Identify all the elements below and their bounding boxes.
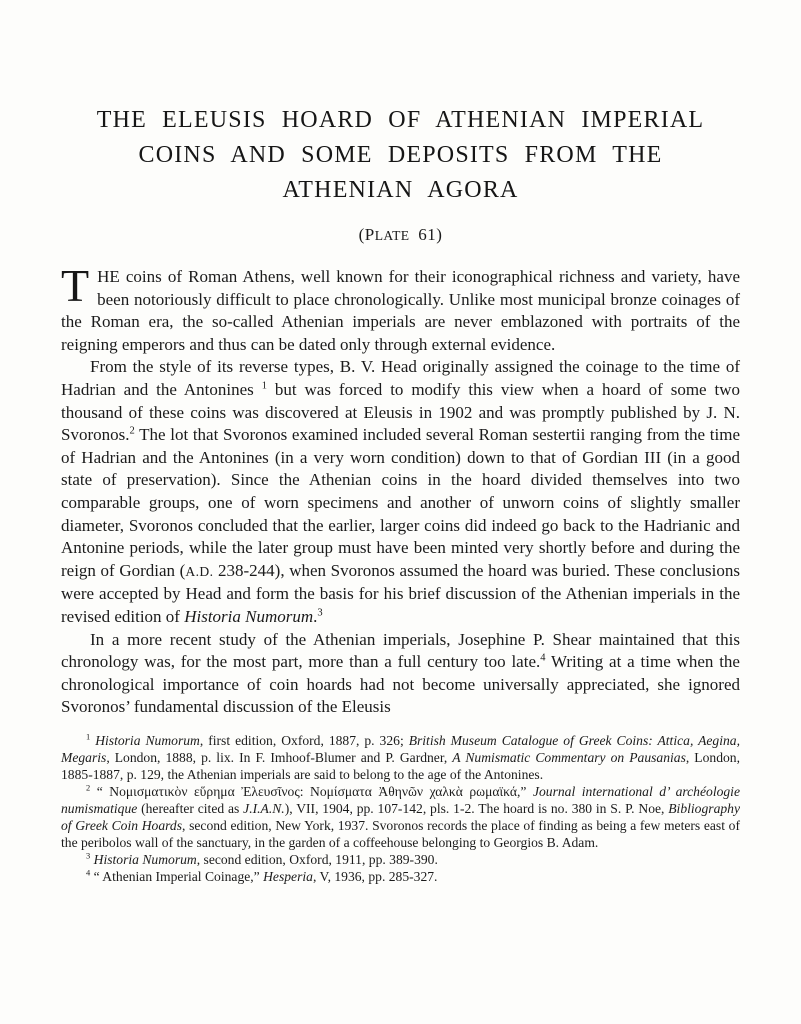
text-run: The lot that Svoronos examined included several Roman sestertii ranging from the time of Hadrian and the Antonines (in a very worn condition) down to that of Gordian III (in a good state of preservation). Since the Athenian coins in the hoard divided themselves into two comparable groups, one of worn specimens and another of unworn coins of slightly smaller diameter, Svoronos concluded that the earlier, larger coins did indeed go back to the Hadrianic and Antonine periods, while the later group must have been minted very shortly before and during the reign of Gordian ( [61,425,740,580]
text-run: Hesperia [263,868,313,884]
text-run: , London, 1888, p. lix. In F. Imhoof-Blumer and P. Gardner, [106,749,453,765]
plate-reference [61,225,740,245]
article-title-line: COINS AND SOME DEPOSITS FROM THE [138,142,663,168]
text-run: (hereafter cited as [137,800,244,816]
text-run: , second edition, Oxford, 1911, pp. 389-390. [196,851,438,867]
text-run: Journal international d’ archéologie numismatique [61,783,740,816]
footnote-marker: 2 [86,782,91,793]
footnotes [61,732,740,885]
text-run: ), VII, 1904, pp. 107-142, pls. 1-2. The hoard is no. 380 in S. P. Noe, [284,800,669,816]
footnote-marker: 2 [129,425,135,437]
text-run: LATE [374,228,410,243]
footnote-marker: 1 [86,731,91,742]
text-run: but was forced to modify this view when a hoard of some two thousand of these coins was discovered at Eleusis in 1902 and was promptly published by J. N. Svoronos. [61,379,740,445]
text-run: A.D. [185,563,214,579]
text-run: 238-244), when Svoronos assumed the hoard was buried. These conclusions were accepted by Head and form the basis for his brief discussion of the Athenian imperials in the revised edition of [61,560,740,626]
text-run: , first edition, Oxford, 1887, p. 326; [199,732,409,748]
text-run: , second edition, New York, 1937. Svoronos records the place of finding as being a few meters east of the peribolos wall of the sanctuary, in the garden of a coffeehouse belonging to Georgios B. Adam. [61,817,740,850]
text-run: “ Athenian Imperial Coinage,” [90,868,264,884]
footnote [61,732,740,783]
text-run: “ Νομισματικὸν εὕρημα Ἐλευσῖνος: Νομίσματα Ἀθηνῶν χαλκὰ ρωμαϊκά,” [90,783,533,799]
drop-cap: T [61,260,90,311]
body-paragraph [61,629,740,719]
footnote [61,868,740,885]
text-run: Historia Numorum [93,851,197,867]
paragraph-text [61,260,740,354]
text-run: British Museum Catalogue of Greek Coins: Attica, Aegina, Megaris [61,732,740,765]
text-run: A Numismatic Commentary on Pausanias [452,749,686,765]
text-run: In a more recent study of the Athenian imperials, Josephine P. Shear maintained that this chronology was, for the most part, more than a full century too late. [61,629,740,672]
footnote [61,783,740,851]
text-run: (P [358,225,375,244]
article-title-line: THE ELEUSIS HOARD OF ATHENIAN IMPERIAL [96,107,705,133]
text-run: HE coins of Roman Athens, well known for their iconographical richness and variety, have been notoriously difficult to place chronologically. Unlike most municipal bronze coinages of the Roman era, the so-called Athenian imperials are never emblazoned with portraits of the reigning emperors and thus can be dated only through external evidence. [61,267,740,354]
text-run: . [313,606,318,626]
footnote-marker: 4 [86,867,91,878]
body-paragraph [61,356,740,628]
footnote-marker: 4 [540,652,546,664]
text-run: Writing at a time when the chronological importance of coin hoards had not become universally appreciated, she ignored Svoronos’ fundamental discussion of the Eleusis [61,652,740,717]
footnote [61,851,740,868]
footnote-marker: 3 [317,607,323,619]
article-title [61,103,740,208]
text-run: From the style of its reverse types, B. V. Head originally assigned the coinage to the time of Hadrian and the Antonines [61,357,740,399]
text-run: Bibliography of Greek Coin Hoards [61,800,740,833]
footnote-marker: 1 [261,380,267,392]
text-run: 61) [409,225,443,244]
article-body [61,260,740,719]
text-run: , V, 1936, pp. 285-327. [312,868,438,884]
article-title-line: ATHENIAN AGORA [282,177,519,203]
footnote-marker: 3 [86,850,91,861]
text-run: , London, 1885-1887, p. 129, the Athenian imperials are said to belong to the age of the Antonines. [61,749,740,782]
text-run: Historia Numorum [184,606,314,626]
body-paragraph [61,260,740,356]
text-run: Historia Numorum [95,732,200,748]
text-run: J.I.A.N. [243,800,285,816]
